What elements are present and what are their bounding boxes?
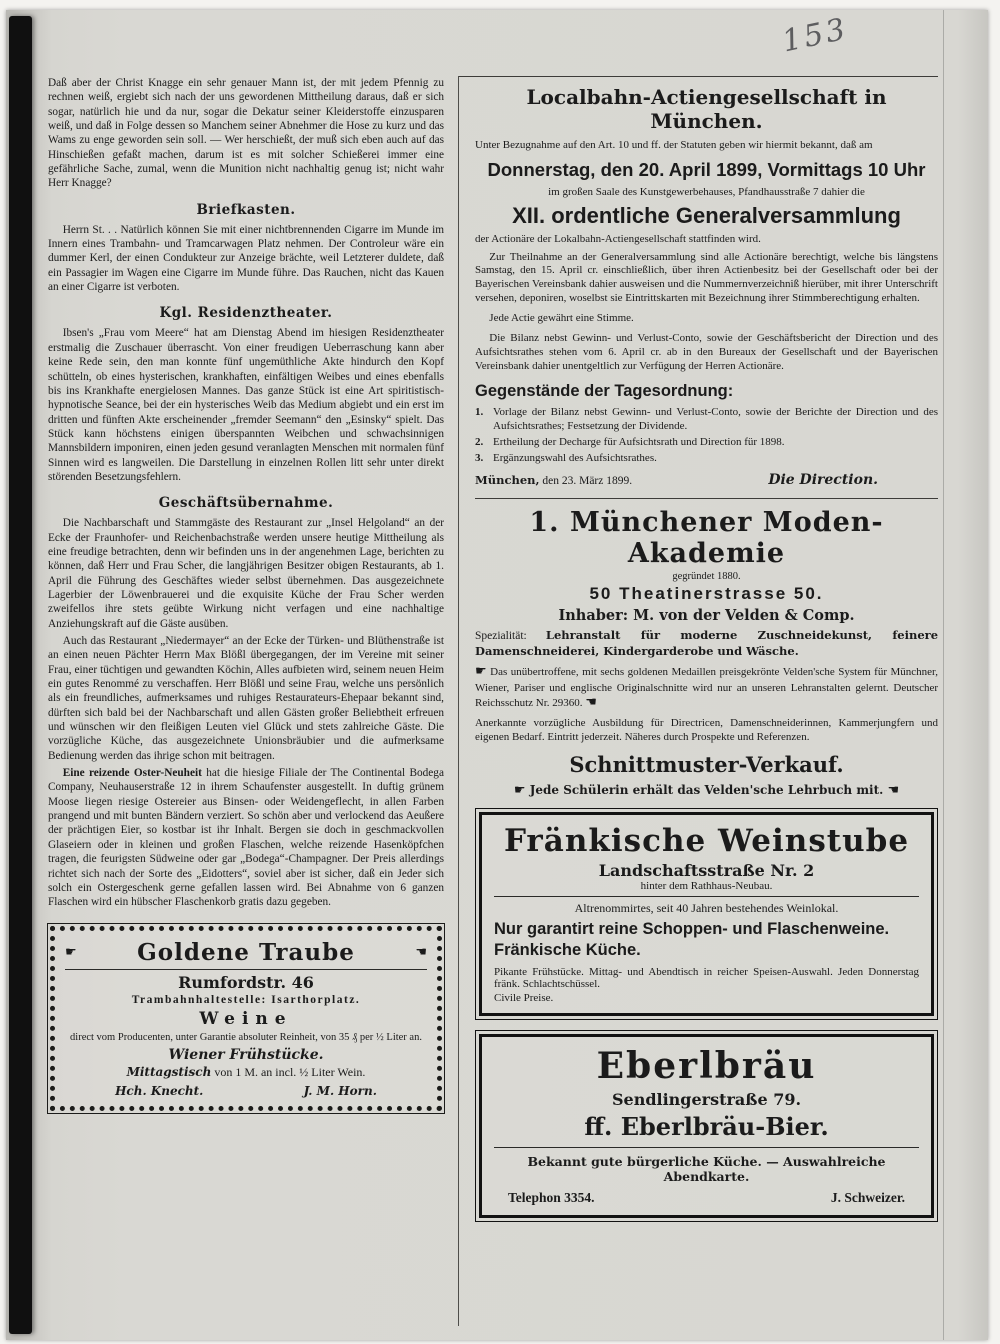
traube-tram-stop: Trambahnhaltestelle: Isarthorplatz. <box>131 993 361 1006</box>
weinstube-address: Landschaftsstraße Nr. 2 <box>598 861 815 881</box>
section-heading-briefkasten: Briefkasten. <box>196 201 296 218</box>
localbahn-paragraph-2: Jede Actie gewährt eine Stimme. <box>489 312 634 325</box>
localbahn-signature: Die Direction. <box>768 472 878 489</box>
eberlbraeu-kitchen-line: Bekannt gute bürgerliche Küche. — Auswahlreiche Abendkarte. <box>494 1147 919 1184</box>
moden-spezialitaet-text: Lehranstalt für moderne Zuschneidekunst, feinere Damenschneiderei, Kindergarderobe und Wäsche. <box>475 628 939 659</box>
ad-goldene-traube <box>50 926 442 1112</box>
eberlbraeu-title: Eberlbräu <box>596 1044 817 1087</box>
localbahn-event-sub: der Actionäre der Lokalbahn-Actiengesellschaft stattfinden wird. <box>475 232 761 245</box>
moden-owner: Inhaber: M. von der Velden & Comp. <box>558 607 855 625</box>
weinstube-line-2: Nur garantirt reine Schoppen- und Flaschenweine. Fränkische Küche. <box>494 920 890 960</box>
traube-address: Rumfordstr. 46 <box>178 972 314 992</box>
localbahn-title: Localbahn-Actiengesellschaft in München. <box>526 85 887 133</box>
article-paragraph-briefkasten: Herrn St. . . Natürlich können Sie mit einer nichtbrennenden Cigarre im Munde im Innern eines Trambahn- und Tramcarwagen Platz nehmen. Der Controleur wäre ein dummer Kerl, der einen Condukteur zur Anzeige brächte, weil Letzterer duldete, daß ein Passagier im Wagen eine Cigarre im Munde führe. Das Rauchen, nicht das Kauen an einer Cigarre ist verboten. <box>48 223 444 294</box>
agenda-item-text: Ertheilung der Decharge für Aufsichtsrath und Direction für 1898. <box>493 436 785 449</box>
traube-mittagstisch <box>65 1065 427 1080</box>
article-paragraph-helgoland: Die Nachbarschaft und Stammgäste des Restaurant zur „Insel Helgoland“ an der Ecke der Fraunhofer- und Reichenbachstraße werden unsere heutige Mittheilung als eine freudige betrachten, denn wir befinden uns in der angenehmen Lage, berichten zu können, daß Herr und Frau Scher, die langjährigen Besitzer obigen Restaurants, ab 1. April die Führung des Geschäftes wieder selbst übernehmen. Das ausgezeichnete Lagerbier der Löwenbrauerei und die exquisite Küche der Frau Scher werden zweifellos ihre stets geübte Wirkung nicht verfagen und eine nachhaltige Anziehungskraft auf die Gäste ausüben. <box>48 517 444 630</box>
localbahn-paragraph-1: Zur Theilnahme an der Generalversammlung sind alle Actionäre berechtigt, welche bis längstens Samstag, den 15. April cr. einschließlich, über ihren Actienbesitz bei der Gesellschaft oder bei der Bayerischen Vereinsbank dahier ausweisen und die Nummernverzeichniß hierüber, mit ihrer Unterschrift versehen, deponiren, woselbst sie Eintrittskarten mit Bezeichnung ihrer Stimmberechtigung erhalten. <box>475 250 938 305</box>
localbahn-event-line: XII. ordentliche Generalversammlung <box>512 202 901 228</box>
localbahn-date: den 23. März 1899. <box>539 475 633 488</box>
moden-paragraph-1 <box>475 664 938 711</box>
localbahn-place: München, <box>475 473 540 488</box>
scan-binding-shadow <box>9 16 32 1334</box>
moden-address: 50 Theatinerstrasse 50. <box>589 584 824 604</box>
agenda-item-number: 1. <box>475 406 484 419</box>
localbahn-place-date <box>475 473 632 487</box>
agenda-item <box>475 436 938 450</box>
pointing-hand-right-icon: ☛ <box>513 783 526 799</box>
eberlbraeu-bottom-row <box>494 1190 919 1206</box>
pointing-hand-left-icon: ☚ <box>887 783 900 799</box>
traube-owner-right: J. M. Horn. <box>303 1084 377 1099</box>
traube-mittagstisch-label: Mittagstisch <box>126 1065 212 1080</box>
traube-owner-left: Hch. Knecht. <box>115 1084 204 1099</box>
ad-moden-akademie <box>475 507 938 798</box>
eberlbraeu-address: Sendlingerstraße 79. <box>611 1089 802 1109</box>
agenda-item-number: 2. <box>475 436 484 449</box>
moden-schnittmuster-heading: Schnittmuster-Verkauf. <box>569 752 844 778</box>
weinstube-address-2: hinter dem Rathhaus-Neubau. <box>494 880 919 897</box>
traube-title: Goldene Traube <box>137 938 355 966</box>
moden-spezialitaet-label: Spezialität: <box>475 630 546 643</box>
agenda-item <box>475 452 938 466</box>
article-paragraph-knagge: Daß aber der Christ Knagge ein sehr genauer Mann ist, der mit jedem Pfennig zu rechnen weiß, ergiebt sich nach der uns gewordenen Mittheilung daraus, daß er sich sogar, natürlich hie und da nur, sogar die Dekatur seiner Kleiderstoffe einzusparen weiß, und daß in Folge dessen so Manchem seiner Abnehmer die Hose zu kurz und das Wams zu enge geworden sein soll. — Wer herschießt, der muß sich eben auch auf das Hinschießen gefaßt machen, darum ist es mit solcher Schießerei immer eine gefährliche Sache, zumal, wenn die Munition nicht nachhaltig genug ist; nicht wahr Herr Knagge? <box>48 77 444 190</box>
weinstube-title: Fränkische Weinstube <box>503 823 910 860</box>
page-edge-line <box>943 10 944 1340</box>
section-divider-rule <box>475 498 938 499</box>
traube-mittagstisch-text: von 1 M. an incl. ½ Liter Wein. <box>211 1065 366 1080</box>
moden-title: 1. Münchener Moden-Akademie <box>529 507 884 570</box>
ad-eberlbraeu <box>479 1034 934 1218</box>
localbahn-date-line: Donnerstag, den 20. April 1899, Vormittags 10 Uhr <box>487 158 926 180</box>
pointing-hand-left-icon: ☚ <box>415 944 427 960</box>
moden-footer <box>475 783 938 798</box>
localbahn-agenda-list <box>475 406 938 466</box>
right-column <box>459 76 938 1326</box>
pointing-hand-right-icon: ☛ <box>475 664 487 679</box>
oster-lead-text: Eine reizende Oster-Neuheit <box>62 767 202 780</box>
localbahn-agenda-title: Gegenstände der Tagesordnung: <box>475 382 734 401</box>
localbahn-signature-row <box>475 472 938 488</box>
weinstube-line-4: Civile Preise. <box>494 991 554 1004</box>
article-paragraph-niedermayer: Auch das Restaurant „Niedermayer“ an der Ecke der Türken- und Blüthenstraße ist an einen neuen Pächter Herrn Max Blößl übergegangen, der im Vereine mit seiner Frau, einer tüchtigen und gewandten Köchin, Alles aufbieten wird, seinem neuen Heim ein gutes Renommé zu verschaffen. Herr Blößl und seine Frau, welche uns persönlich als ein freundliches, aufmerksames und ruhiges Restaurateurs-Ehepaar bekannt sind, dürften sich bald bei der Nachbarschaft und allen Gästen großer Beliebtheit erfreuen und wünschen wir den fleißigen Leuten viel Glück und stets zahlreiche Gäste. Die vorzügliche Küche, das ausgezeichnete Unionsbräubier und die aufmerksame Bedienung werden das ihrige schon mit beitragen. <box>48 635 444 762</box>
oster-body-text: hat die hiesige Filiale der The Continental Bodega Company, Neuhauserstraße 12 in ihrem Schaufenster ausgestellt. In duftig grünem Moose liegen riesige Ostereier aus Binsen- oder Weidengeflecht, in allen Farben prangend und mit bunten Bändern verziert. So schön aber und verlockend das Aeußere der prächtigen Eier, so kostbar ist ihr Inhalt. Bergen sie doch in geschmackvollen Glaseiern oder in kleinen und großen Flaschen, welche reizende Hasenköpfchen tragen, die feurigsten Südweine oder gar „Bodega“-Champagner. Der Preis allerdings richtet sich nach der Sorte des „Eidotters“, soviel aber ist sicher, daß ein Jeder sich solch ein Ostergeschenk gerne gefallen lassen wird. Bei Abnahme von 6 ganzen Flaschen wird ein hübscher Flaschenkorb gratis dazu gegeben. <box>48 767 444 909</box>
traube-fruehstuecke: Wiener Frühstücke. <box>168 1047 324 1064</box>
ad-fraenkische-weinstube <box>479 812 934 1015</box>
moden-footer-text: Jede Schülerin erhält das Velden'sche Lehrbuch mit. <box>525 783 888 798</box>
eberlbraeu-product: ff. Eberlbräu-Bier. <box>584 1111 829 1141</box>
localbahn-location-line: im großen Saale des Kunstgewerbehauses, Pfandhausstraße 7 dahier die <box>548 185 865 198</box>
traube-weine-heading: Weine <box>199 1008 293 1029</box>
traube-weine-text: direct vom Producenten, unter Garantie absoluter Reinheit, von 35 ₰ per ½ Liter an. <box>70 1031 422 1043</box>
weinstube-line-3: Pikante Frühstücke. Mittag- und Abendtisch in reicher Speisen-Auswahl. Jeden Donnerstag fränk. Schlachtschüssel. <box>494 965 919 990</box>
handwritten-page-number: 153 <box>778 11 851 60</box>
eberlbraeu-owner: J. Schweizer. <box>830 1189 905 1205</box>
agenda-item <box>475 406 938 434</box>
article-paragraph-oster-neuheit <box>48 766 444 909</box>
localbahn-paragraph-3: Die Bilanz nebst Gewinn- und Verlust-Conto, sowie der Geschäftsbericht der Direction und des Aufsichtsrathes stehen vom 6. April cr. ab in den Bureaux der Gesellschaft und der Bayerischen Vereinsbank dahier unentgeltlich zur Verfügung der Herren Actionäre. <box>475 332 938 373</box>
pointing-hand-right-icon: ☛ <box>65 944 77 960</box>
moden-founded: gegründet 1880. <box>672 571 741 583</box>
agenda-item-text: Ergänzungswahl des Aufsichtsrathes. <box>493 452 657 465</box>
moden-spezialitaet <box>475 628 938 660</box>
agenda-item-text: Vorlage der Bilanz nebst Gewinn- und Verlust-Conto, sowie der Berichte der Direction und des Aufsichtsrathes; Festsetzung der Dividende. <box>493 406 938 433</box>
moden-paragraph-2: Anerkannte vorzügliche Ausbildung für Directricen, Damenschneiderinnen, Kammerjungfern und eigenen Bedarf. Eintritt jederzeit. Näheres durch Prospekte und Referenzen. <box>475 717 938 744</box>
section-heading-residenztheater: Kgl. Residenztheater. <box>159 305 333 322</box>
weinstube-line-1: Altrenommirtes, seit 40 Jahren bestehendes Weinlokal. <box>574 901 839 916</box>
traube-owners-row <box>65 1084 427 1098</box>
traube-title-row <box>65 939 427 970</box>
eberlbraeu-telephone: Telephon 3354. <box>508 1189 595 1205</box>
notice-localbahn <box>475 85 938 488</box>
page-content <box>48 76 938 1326</box>
localbahn-intro: Unter Bezugnahme auf den Art. 10 und ff. der Statuten geben wir hiermit bekannt, daß am <box>475 139 873 151</box>
section-heading-geschaeftsuebernahme: Geschäftsübernahme. <box>158 495 334 512</box>
article-paragraph-residenztheater: Ibsen's „Frau vom Meere“ hat am Dienstag Abend im hiesigen Residenztheater erstmalig die Zuschauer überrascht. Von einer freudigen Ueberraschung kann aber keine Rede sein, den man konnte fünf ungemüthliche Akte hindurch den Kopf schütteln, ob eines hysterischen, krankhaften, einfältigen Weibes und eines ebenfalls bis ins Krankhafte energielosen Mannes. Das ganze Stück ist eine Art spiritistisch-hypnotische Seance, bei der ein hysterisches Weib das Medium abgiebt und ein erst im dritten und fünften Akte erscheinender „fremder Seemann“ den „Esinsky“ spielt. Das Stück kann höchstens einigen überspannten Weibchen und schwachsinnigen Mannsbildern imponiren, einen jeden gesund veranlagten Menschen mit normalen fünf Sinnen wird es langweilen. Die Darstellung in einzelnen Rollen litt sehr unter direkt störenden Besetzungsfehlern. <box>48 327 444 483</box>
pointing-hand-left-icon: ☚ <box>585 694 597 710</box>
moden-paragraph-1-text: Das unübertroffene, mit sechs goldenen Medaillen preisgekrönte Velden'sche System für Münchner, Wiener, Pariser und englische Originalschnitte wird nur an unseren Lehranstalten gelernt. Deutscher Reichsschutz Nr. 29360. <box>475 666 938 709</box>
agenda-item-number: 3. <box>475 452 484 465</box>
left-column <box>48 76 459 1326</box>
newspaper-page-scan <box>6 10 988 1340</box>
